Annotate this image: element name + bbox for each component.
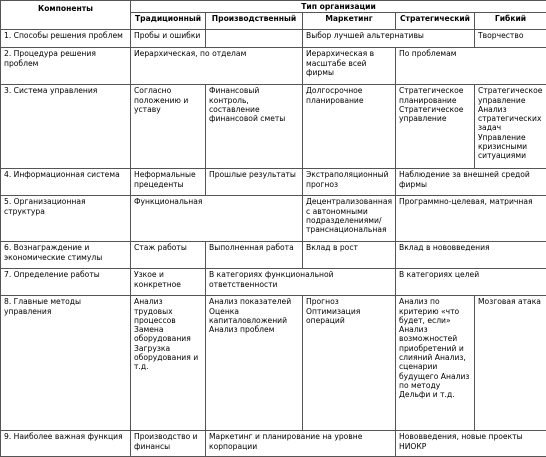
cell: Вклад в рост: [303, 242, 396, 269]
cell: Выполненная работа: [206, 242, 303, 269]
row-label: 7. Определение работы: [1, 269, 131, 296]
cell: Нововведения, новые проекты НИОКР: [396, 431, 546, 457]
cell: Стаж работы: [131, 242, 206, 269]
header-type-strategic: Стратегический: [396, 13, 475, 30]
cell: Стратегическое планирование Стратегическое управление: [396, 85, 475, 169]
cell: Творчество: [475, 30, 546, 48]
cell: Иерархическая, по отделам: [131, 48, 303, 85]
cell: Функциональная: [131, 196, 303, 242]
cell: Анализ трудовых процессов Замена оборудования Загрузка оборудования и т.д.: [131, 296, 206, 431]
cell: Пробы и ошибки: [131, 30, 206, 48]
cell: Выбор лучшей альтернативы: [303, 30, 475, 48]
cell: Производство и финансы: [131, 431, 206, 457]
cell: Прошлые результаты: [206, 169, 303, 196]
cell: Децентрализованная с автономными подразделениями/ транснациональная: [303, 196, 396, 242]
header-org-type: Тип организации: [131, 1, 546, 13]
cell: По проблемам: [396, 48, 546, 85]
cell: Маркетинг и планирование на уровне корпорации: [206, 431, 396, 457]
cell: Мозговая атака: [475, 296, 546, 431]
cell: Анализ показателей Оценка капиталовложений Анализ проблем: [206, 296, 303, 431]
row-label: 9. Наиболее важная функция: [1, 431, 131, 457]
header-type-flexible: Гибкий: [475, 13, 546, 30]
row-label: 2. Процедура решения проблем: [1, 48, 131, 85]
row-label: 6. Вознаграждение и экономические стимулы: [1, 242, 131, 269]
row-label: 3. Система управления: [1, 85, 131, 169]
cell: Согласно положению и уставу: [131, 85, 206, 169]
cell: Программно-целевая, матричная: [396, 196, 546, 242]
cell: [206, 30, 303, 48]
cell: В категориях функциональной ответственности: [206, 269, 396, 296]
header-type-traditional: Традиционный: [131, 13, 206, 30]
header-type-production: Производственный: [206, 13, 303, 30]
header-type-marketing: Маркетинг: [303, 13, 396, 30]
row-label: 8. Главные методы управления: [1, 296, 131, 431]
cell: Долгосрочное планирование: [303, 85, 396, 169]
cell: Узкое и конкретное: [131, 269, 206, 296]
cell: Экстраполяционный прогноз: [303, 169, 396, 196]
row-label: 4. Информационная система: [1, 169, 131, 196]
cell: Вклад в нововведения: [396, 242, 546, 269]
table-row: [1, 431, 546, 457]
cell: Наблюдение за внешней средой фирмы: [396, 169, 546, 196]
table-row: [1, 242, 546, 269]
cell: Финансовый контроль, составление финансовой сметы: [206, 85, 303, 169]
cell: Иерархическая в масштабе всей фирмы: [303, 48, 396, 85]
row-label: 5. Организационная структура: [1, 196, 131, 242]
table-row: [1, 169, 546, 196]
cell: Прогноз Оптимизация операций: [303, 296, 396, 431]
table-row: [1, 269, 546, 296]
table-row: [1, 48, 546, 85]
table-row: [1, 30, 546, 48]
cell: Анализ по критерию «что будет, если» Анализ возможностей приобретений и слияний Анализ, сценарии будущего Анализ по методу Дельфи и т.д.: [396, 296, 475, 431]
cell: Неформальные прецеденты: [131, 169, 206, 196]
cell: Стратегическое управление Анализ стратегических задач Управление кризисными ситуациями: [475, 85, 546, 169]
table-row: [1, 85, 546, 169]
header-components: Компоненты: [1, 1, 131, 30]
cell: В категориях целей: [396, 269, 546, 296]
table-row: [1, 296, 546, 431]
row-label: 1. Способы решения проблем: [1, 30, 131, 48]
table-row: [1, 196, 546, 242]
